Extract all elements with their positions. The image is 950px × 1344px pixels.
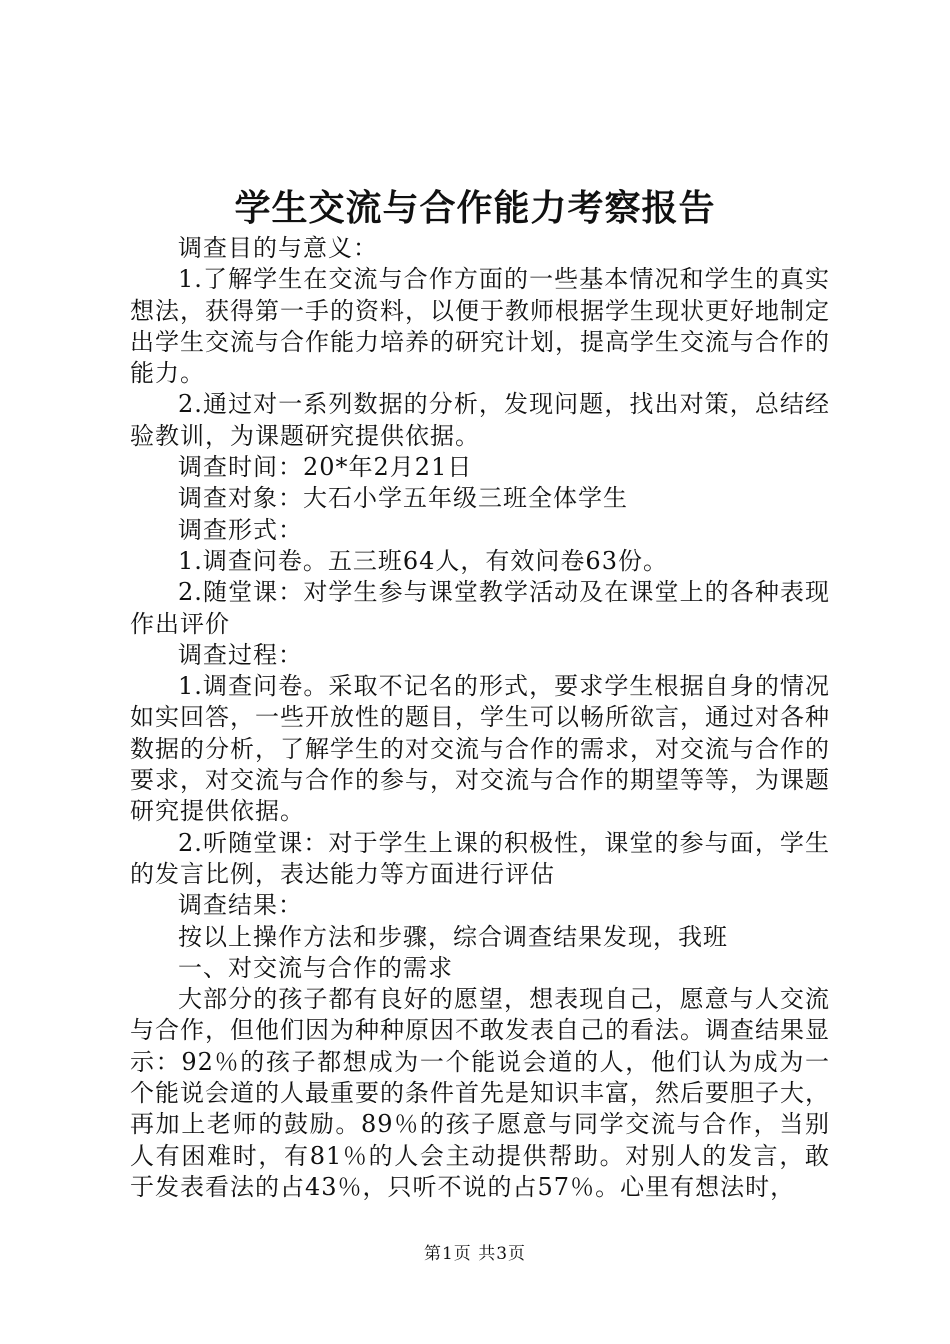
- paragraph: 1.了解学生在交流与合作方面的一些基本情况和学生的真实想法，获得第一手的资料，以便于教师根据学生现状更好地制定出学生交流与合作能力培养的研究计划，提高学生交流与合作的能力。: [130, 265, 830, 388]
- paragraph: 2.通过对一系列数据的分析，发现问题，找出对策，总结经验教训，为课题研究提供依据。: [130, 390, 830, 450]
- paragraph: 2.听随堂课：对于学生上课的积极性，课堂的参与面，学生的发言比例，表达能力等方面进行评估: [130, 828, 830, 888]
- page-number: 第1页 共3页: [423, 1244, 527, 1264]
- paragraph: 1.调查问卷。五三班64人，有效问卷63份。: [178, 546, 668, 575]
- paragraph: 大部分的孩子都有良好的愿望，想表现自己，愿意与人交流与合作，但他们因为种种原因不敢发表自己的看法。调查结果显示：92％的孩子都想成为一个能说会道的人，他们认为成为一个能说会道的人最重要的条件首先是知识丰富，然后要胆子大，再加上老师的鼓励。89％的孩子愿意与同学交流与合作，当别人有困难时，有81％的人会主动提供帮助。对别人的发言，敢于发表看法的占43％，只听不说的占57％。心里有想法时，: [130, 985, 830, 1201]
- paragraph: 调查过程：: [178, 640, 303, 669]
- paragraph: 2.随堂课：对学生参与课堂教学活动及在课堂上的各种表现作出评价: [130, 578, 830, 638]
- paragraph: 调查对象：大石小学五年级三班全体学生: [178, 484, 628, 513]
- paragraph: 调查结果：: [178, 891, 303, 920]
- document-body: [130, 233, 830, 1203]
- document-title: 学生交流与合作能力考察报告: [234, 187, 716, 229]
- section-heading: 一、对交流与合作的需求: [178, 953, 453, 982]
- paragraph: 1.调查问卷。采取不记名的形式，要求学生根据自身的情况如实回答，一些开放性的题目，学生可以畅所欲言，通过对各种数据的分析，了解学生的对交流与合作的需求，对交流与合作的要求，对交流与合作的参与，对交流与合作的期望等等，为课题研究提供依据。: [130, 672, 830, 826]
- paragraph: 按以上操作方法和步骤，综合调查结果发现，我班: [178, 922, 728, 951]
- paragraph: 调查目的与意义：: [178, 234, 378, 262]
- paragraph: 调查时间：20*年2月21日: [178, 453, 473, 482]
- paragraph: 调查形式：: [178, 515, 303, 544]
